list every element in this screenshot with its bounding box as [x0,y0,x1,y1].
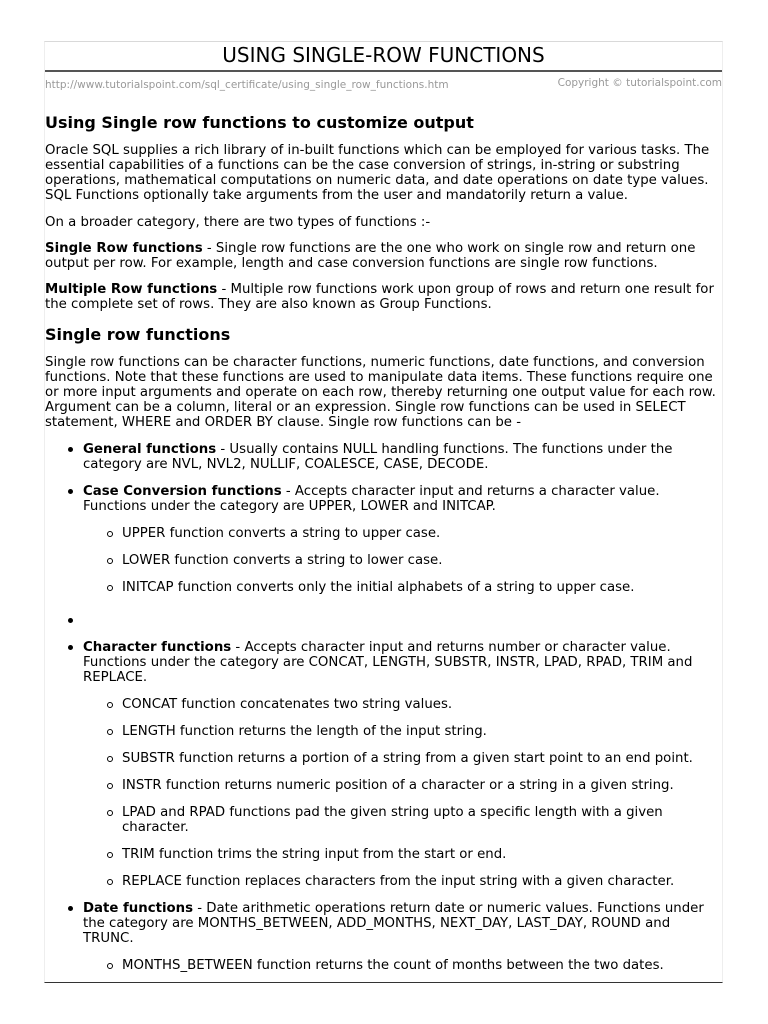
list-item-text: REPLACE function replaces characters from the input string with a given character. [122,874,675,889]
list-item-text: LENGTH function returns the length of the input string. [122,724,487,739]
multiple-row-text: - Multiple row functions work upon group of rows and return one result for the complete set of rows. They are also known as Group Functions. [45,282,714,312]
list-item-empty [45,613,722,628]
list-item-text: INITCAP function converts only the initial alphabets of a string to upper case. [122,580,635,595]
list-item-text: MONTHS_BETWEEN function returns the count of months between the two dates. [122,958,664,973]
list-item-trim [83,847,722,862]
circle-bullet-icon [107,531,113,537]
multiple-row-definition [45,282,722,312]
case-conversion-text: - Accepts character input and returns a character value. Functions under the category are UPPER, LOWER and INITCAP. [83,484,660,514]
case-conversion-sublist [83,526,722,595]
list-item-text: UPPER function converts a string to upper case. [122,526,441,541]
list-item-initcap [83,580,722,595]
single-row-definition [45,241,722,271]
section-heading-customize-output: Using Single row functions to customize output [45,113,474,132]
function-category-list [45,442,722,973]
character-functions-sublist [83,697,722,889]
list-item-instr [83,778,722,793]
case-conversion-label: Case Conversion functions [83,484,282,499]
circle-bullet-icon [107,702,113,708]
section-heading-single-row-functions: Single row functions [45,325,231,344]
list-item-months-between [83,958,722,973]
list-item-case-conversion [45,484,722,595]
page-title: USING SINGLE-ROW FUNCTIONS [45,42,722,72]
date-functions-text: - Date arithmetic operations return date or numeric values. Functions under the category are MONTHS_BETWEEN, ADD_MONTHS, NEXT_DAY, LAST_DAY, ROUND and TRUNC. [83,901,704,946]
circle-bullet-icon [107,756,113,762]
single-row-text: - Single row functions are the one who work on single row and return one output per row. For example, length and case conversion functions are single row functions. [45,241,696,271]
list-item-text: INSTR function returns numeric position of a character or a string in a given string. [122,778,674,793]
circle-bullet-icon [107,558,113,564]
document-content [45,114,722,973]
multiple-row-label: Multiple Row functions [45,282,218,297]
list-item-general [45,442,722,472]
bullet-icon [68,645,73,650]
list-item-length [83,724,722,739]
list-item-text: SUBSTR function returns a portion of a string from a given start point to an end point. [122,751,693,766]
bullet-icon [68,489,73,494]
list-item-text: CONCAT function concatenates two string values. [122,697,453,712]
list-item-concat [83,697,722,712]
single-row-intro-paragraph: Single row functions can be character functions, numeric functions, date functions, and conversion functions. Note that these functions are used to manipulate data items. These functions require one or more input arguments and operate on each row, thereby returning one output value for each row. Argument can be a column, literal or an expression. Single row functions can be used in SELECT statement, WHERE and ORDER BY clause. Single row functions can be - [45,355,716,430]
list-item-lpad-rpad [83,805,722,835]
list-item-text: TRIM function trims the string input from the start or end. [122,847,507,862]
list-item-substr [83,751,722,766]
copyright-notice: Copyright © tutorialspoint.com [557,77,722,89]
single-row-label: Single Row functions [45,241,203,256]
list-item-character [45,640,722,889]
bullet-icon [68,618,73,623]
list-item-replace [83,874,722,889]
circle-bullet-icon [107,585,113,591]
list-item-text: LOWER function converts a string to lower case. [122,553,443,568]
source-url[interactable]: http://www.tutorialspoint.com/sql_certificate/using_single_row_functions.htm [45,79,449,91]
general-functions-label: General functions [83,442,217,457]
date-functions-label: Date functions [83,901,194,916]
circle-bullet-icon [107,852,113,858]
circle-bullet-icon [107,963,113,969]
character-functions-text: - Accepts character input and returns number or character value. Functions under the category are CONCAT, LENGTH, SUBSTR, INSTR, LPAD, RPAD, TRIM and REPLACE. [83,640,693,685]
list-item-date [45,901,722,973]
general-functions-text: - Usually contains NULL handling functions. The functions under the category are NVL, NVL2, NULLIF, COALESCE, CASE, DECODE. [83,442,673,472]
intro-paragraph: Oracle SQL supplies a rich library of in-built functions which can be employed for various tasks. The essential capabilities of a functions can be the case conversion of strings, in-string or substring operations, mathematical computations on numeric data, and date operations on date type values. SQL Functions optionally take arguments from the user and mandatorily return a value. [45,143,710,203]
circle-bullet-icon [107,729,113,735]
character-functions-label: Character functions [83,640,232,655]
list-item-text: LPAD and RPAD functions pad the given string upto a specific length with a given character. [122,805,663,835]
source-line [45,76,722,94]
bullet-icon [68,447,73,452]
bullet-icon [68,906,73,911]
circle-bullet-icon [107,810,113,816]
date-functions-sublist [83,958,722,973]
document-page [44,41,723,983]
list-item-lower [83,553,722,568]
circle-bullet-icon [107,879,113,885]
circle-bullet-icon [107,783,113,789]
broader-category-paragraph: On a broader category, there are two types of functions :- [45,215,431,230]
list-item-upper [83,526,722,541]
